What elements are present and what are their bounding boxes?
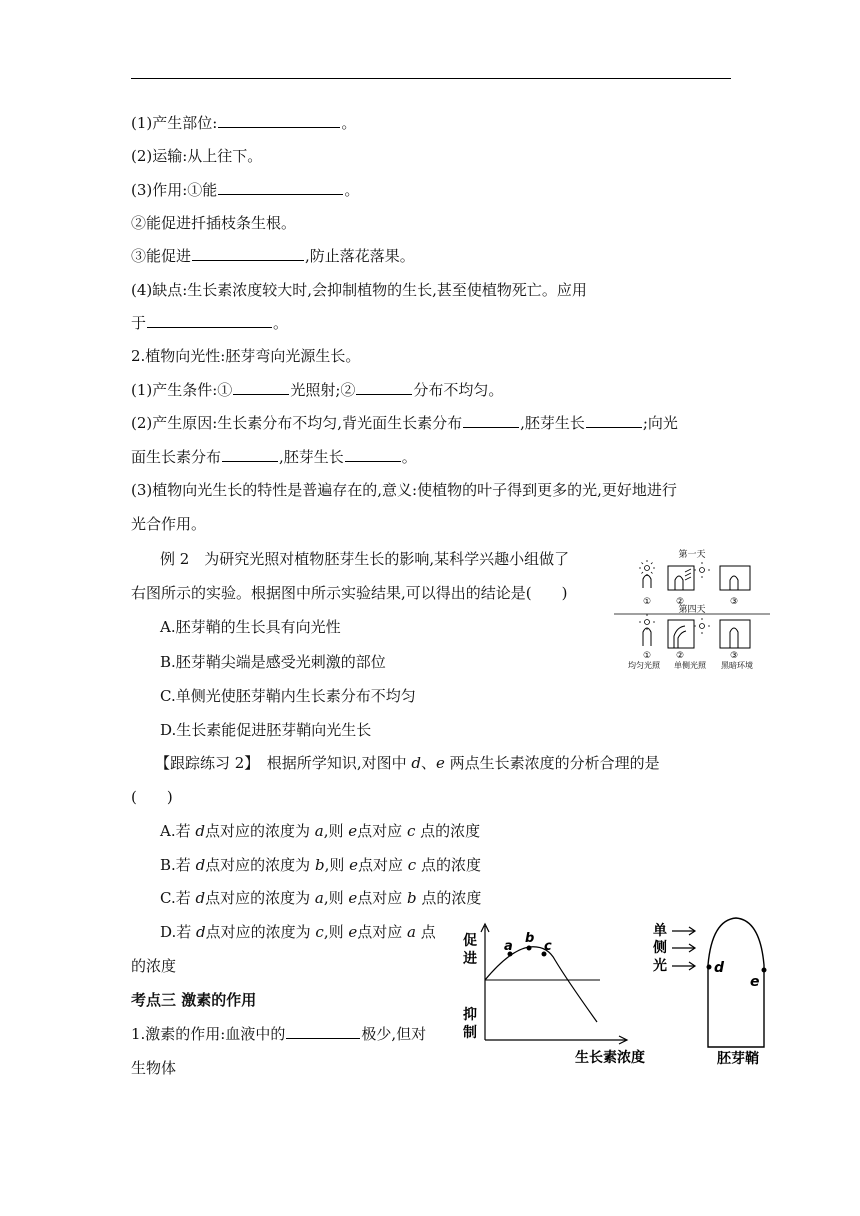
fill-blank[interactable] (286, 1024, 360, 1039)
text: 。 (401, 448, 417, 466)
coleoptile-shape (730, 628, 738, 648)
text-line: (3)植物向光生长的特性是普遍存在的,意义:使植物的叶子得到更多的光,更好地进行 (131, 481, 677, 499)
coleoptile-shape (730, 576, 738, 590)
text: 分布不均匀。 (413, 381, 504, 399)
bent-coleoptile (674, 626, 686, 648)
text-line: 1.激素的作用:血液中的 极少,但对 (131, 1025, 427, 1043)
side-light-label: 光 (653, 958, 667, 974)
point-label: a (504, 939, 513, 954)
light-arrows-icon (685, 569, 691, 580)
text-line (131, 113, 356, 133)
answer-paren: ( ) (131, 788, 173, 806)
text: 。 (273, 314, 289, 332)
fill-blank[interactable] (192, 246, 304, 261)
example-2-stem: 例 2 为研究光照对植物胚芽生长的影响,某科学兴趣小组做了 (160, 550, 570, 568)
fill-blank[interactable] (463, 413, 519, 428)
text: 光照射;② (290, 381, 356, 399)
text-line (131, 313, 288, 333)
text: 于 (131, 314, 147, 332)
text: 。 (344, 181, 360, 199)
auxin-concentration-graph (455, 920, 645, 1070)
y-axis-label: 制 (463, 1025, 477, 1041)
sun-icon (694, 618, 710, 634)
figure-number: ② (675, 597, 685, 607)
condition-label: 单侧光照 (674, 661, 706, 670)
text: 【跟踪练习 2】 根据所学知识,对图中 (155, 754, 412, 772)
option-a: A.若 d点对应的浓度为 a,则 e点对应 c 点的浓度 (160, 822, 481, 840)
text-line: 2.植物向光性:胚芽弯向光源生长。 (131, 347, 361, 365)
day-label: 第一天 (678, 550, 706, 560)
text-line (131, 246, 415, 266)
example-2-stem: 右图所示的实验。根据图中所示实验结果,可以得出的结论是( ) (131, 584, 568, 602)
text: (2)产生原因:生长素分布不均匀,背光面生长素分布 (131, 414, 463, 432)
text: 两点生长素浓度的分析合理的是 (444, 754, 660, 772)
text: 、 (420, 754, 436, 772)
fill-blank[interactable] (233, 380, 289, 395)
fill-blank[interactable] (345, 447, 401, 462)
text: ;向光 (642, 414, 678, 432)
text: (1)产生条件:① (131, 381, 233, 399)
point-e (762, 968, 767, 973)
coleoptile-shape (643, 628, 651, 646)
point-b (527, 946, 532, 951)
option-c: C.单侧光使胚芽鞘内生长素分布不均匀 (160, 687, 416, 705)
day-label: 第四天 (678, 605, 706, 615)
sun-icon (639, 560, 655, 576)
text: ,胚芽生长 (279, 448, 344, 466)
side-light-label: 单 (653, 923, 667, 939)
figure-number: ① (642, 651, 652, 661)
text: 。 (341, 114, 357, 132)
text-line: ②能促进扦插枝条生根。 (131, 214, 297, 232)
text-line (131, 380, 503, 400)
point-label: c (544, 939, 552, 954)
option-b: B.胚芽鞘尖端是感受光刺激的部位 (160, 653, 386, 671)
text: (1)产生部位: (131, 114, 218, 132)
text-line: (2)运输:从上往下。 (131, 147, 263, 165)
option-d: D.若 d点对应的浓度为 c,则 e点对应 a 点 (160, 923, 436, 941)
phototropism-experiment-figure (612, 546, 772, 670)
text-line: (4)缺点:生长素浓度较大时,会抑制植物的生长,甚至使植物死亡。应用 (131, 281, 587, 299)
coleoptile-figure (650, 915, 780, 1070)
option-c: C.若 d点对应的浓度为 a,则 e点对应 b 点的浓度 (160, 889, 482, 907)
var: d (411, 754, 421, 772)
growth-curve (485, 947, 597, 1022)
text: ,防止落花落果。 (305, 247, 415, 265)
fill-blank[interactable] (147, 313, 272, 328)
figure-number: ① (642, 597, 652, 607)
follow-practice-stem (155, 753, 660, 773)
fill-blank[interactable] (218, 113, 340, 128)
x-axis-label: 生长素浓度 (575, 1050, 645, 1066)
point-label: b (525, 931, 535, 946)
box-outline (720, 620, 750, 648)
sun-icon (694, 562, 710, 578)
figure-number: ② (675, 651, 685, 661)
y-axis-label: 进 (463, 951, 477, 967)
figure-number: ③ (729, 597, 739, 607)
fill-blank[interactable] (218, 180, 343, 195)
y-axis-label: 抑 (463, 1007, 477, 1023)
header-rule (131, 78, 731, 79)
fill-blank[interactable] (586, 413, 642, 428)
coleoptile-shape (643, 575, 651, 588)
option-d-tail: 的浓度 (131, 957, 177, 975)
text-line (131, 447, 417, 467)
box-outline (720, 566, 750, 590)
side-light-label: 侧 (653, 940, 667, 956)
text: 面生长素分布 (131, 448, 222, 466)
point-label: e (750, 974, 760, 990)
option-b: B.若 d点对应的浓度为 b,则 e点对应 c 点的浓度 (160, 856, 481, 874)
text: ,胚芽生长 (520, 414, 585, 432)
text-line (131, 180, 359, 200)
text: (3)作用:①能 (131, 181, 218, 199)
light-arrows-icon (672, 927, 695, 970)
point-label: d (714, 960, 725, 976)
coleoptile-shape (675, 576, 683, 590)
var: e (435, 754, 445, 772)
section-heading: 考点三 激素的作用 (131, 991, 257, 1009)
condition-label: 均匀光照 (628, 661, 660, 670)
figure-caption: 胚芽鞘 (717, 1051, 759, 1067)
option-a: A.胚芽鞘的生长具有向光性 (160, 618, 341, 636)
y-axis-label: 促 (463, 933, 477, 949)
condition-label: 黑暗环境 (721, 661, 753, 670)
point-d (707, 965, 712, 970)
text: ③能促进 (131, 247, 192, 265)
figure-number: ③ (729, 651, 739, 661)
text-line (131, 413, 678, 433)
fill-blank[interactable] (356, 380, 412, 395)
text-line: 生物体 (131, 1059, 177, 1077)
fill-blank[interactable] (222, 447, 278, 462)
option-d: D.生长素能促进胚芽鞘向光生长 (160, 721, 372, 739)
text-line: 光合作用。 (131, 515, 207, 533)
